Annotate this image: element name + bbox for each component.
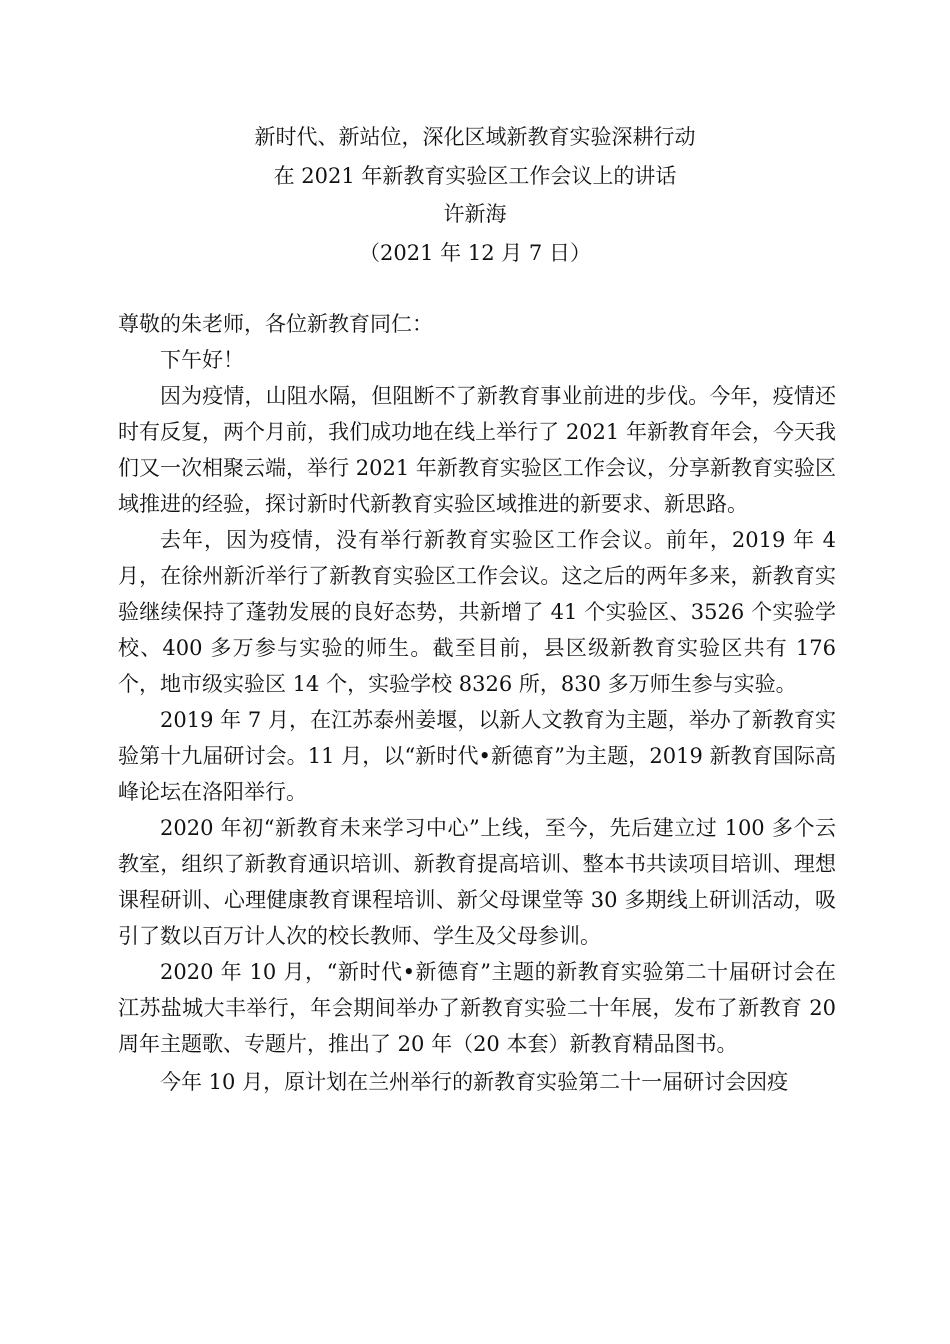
speech-subtitle: 在 2021 年新教育实验区工作会议上的讲话 <box>273 163 677 188</box>
paragraph-greeting: 下午好！ <box>160 348 244 372</box>
paragraph: 今年 10 月，原计划在兰州举行的新教育实验第二十一届研讨会因疫 <box>160 1070 789 1094</box>
paragraph: 因为疫情，山阻水隔，但阻断不了新教育事业前进的步伐。今年，疫情还时有反复，两个月前，我们成功地在线上举行了 2021 年新教育年会，今天我们又一次相聚云端，举行 2021 年新教育实验区工作会议，分享新教育实验区域推进的经验，探讨新时代新教育实验区域推进的新要求、新思路。 <box>118 384 836 516</box>
paragraph: 2019 年 7 月，在江苏泰州姜堰，以新人文教育为主题，举办了新教育实验第十九届研讨会。11 月，以“新时代•新德育”为主题，2019 新教育国际高峰论坛在洛阳举行。 <box>118 708 836 804</box>
title-block <box>0 118 950 272</box>
salutation: 尊敬的朱老师，各位新教育同仁： <box>118 312 433 336</box>
paragraph: 2020 年初“新教育未来学习中心”上线，至今，先后建立过 100 多个云教室，组织了新教育通识培训、新教育提高培训、整本书共读项目培训、理想课程研训、心理健康教育课程培训、新父母课堂等 30 多期线上研训活动，吸引了数以百万计人次的校长教师、学生及父母参训。 <box>118 816 836 948</box>
speech-date: （2021 年 12 月 7 日） <box>359 240 591 265</box>
speech-title: 新时代、新站位，深化区域新教育实验深耕行动 <box>254 125 696 149</box>
speech-body <box>118 306 836 1100</box>
paragraph: 2020 年 10 月，“新时代•新德育”主题的新教育实验第二十届研讨会在江苏盐城大丰举行，年会期间举办了新教育实验二十年展，发布了新教育 20 周年主题歌、专题片，推出了 20 年（20 本套）新教育精品图书。 <box>118 960 836 1056</box>
paragraph: 去年，因为疫情，没有举行新教育实验区工作会议。前年，2019 年 4 月，在徐州新沂举行了新教育实验区工作会议。这之后的两年多来，新教育实验继续保持了蓬勃发展的良好态势，共新增了 41 个实验区、3526 个实验学校、400 多万参与实验的师生。截至目前，县区级新教育实验区共有 176 个，地市级实验区 14 个，实验学校 8326 所，830 多万师生参与实验。 <box>118 528 836 696</box>
speaker-name: 许新海 <box>443 202 507 226</box>
